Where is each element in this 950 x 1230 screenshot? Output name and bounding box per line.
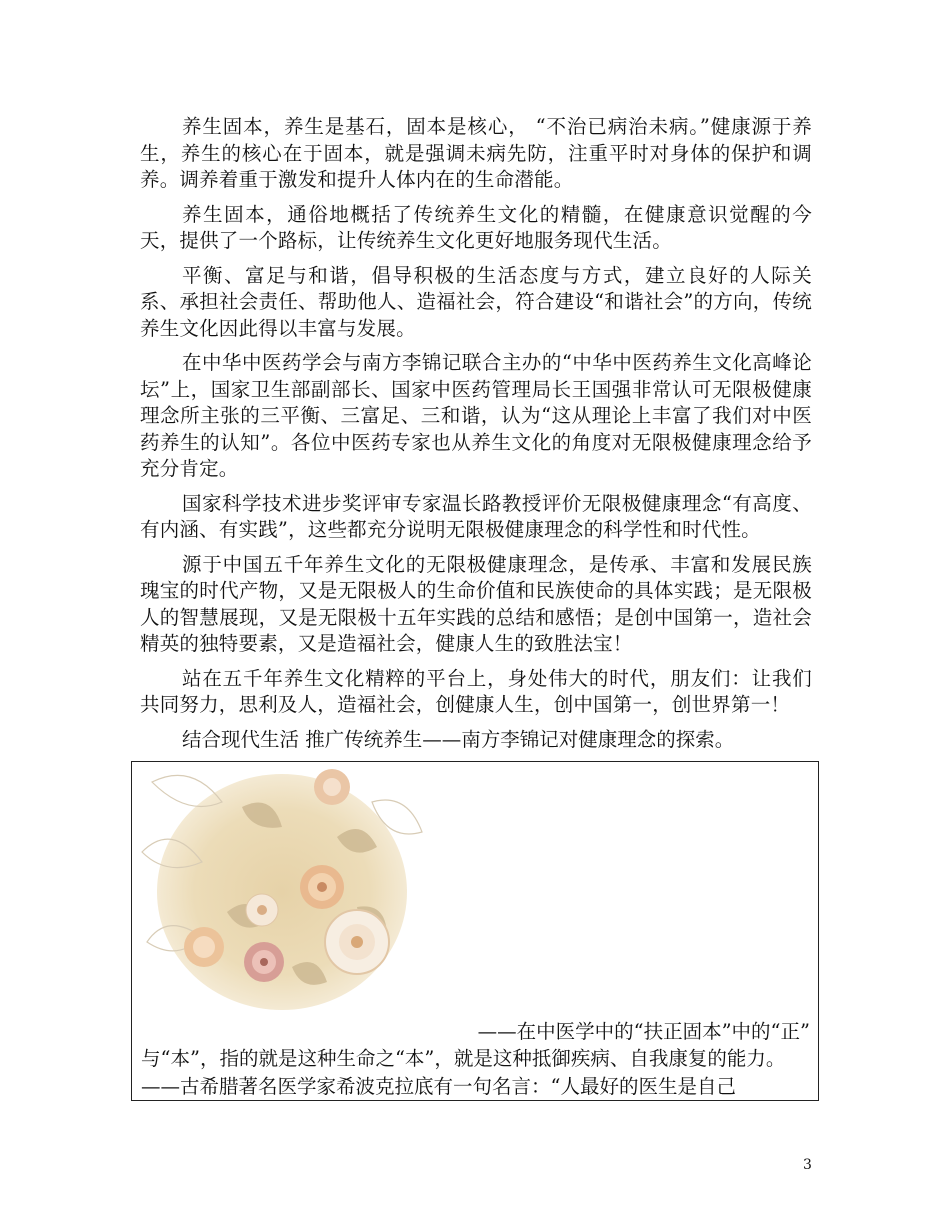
background-circle	[157, 774, 407, 1010]
box-quote-line: ——在中医学中的“扶正固本”中的“正”	[477, 1020, 810, 1043]
box-quote-line: ——古希腊著名医学家希波克拉底有一句名言：“人最好的医生是自己	[141, 1075, 736, 1098]
article-body	[140, 114, 812, 753]
paragraph: 在中华中医药学会与南方李锦记联合主办的“中华中医药养生文化高峰论坛”上，国家卫生部副部长、国家中医药管理局长王国强非常认可无限极健康理念所主张的三平衡、三富足、三和谐，认为“这从理论上丰富了我们对中医药养生的认知”。各位中医药专家也从养生文化的角度对无限极健康理念给予充分肯定。	[140, 351, 812, 480]
paragraph: 国家科学技术进步奖评审专家温长路教授评价无限极健康理念“有高度、有内涵、有实践”，这些都充分说明无限极健康理念的科学性和时代性。	[140, 491, 812, 541]
paragraph: 养生固本，通俗地概括了传统养生文化的精髓，在健康意识觉醒的今天，提供了一个路标，让传统养生文化更好地服务现代生活。	[140, 202, 812, 252]
paragraph: 站在五千年养生文化精粹的平台上，身处伟大的时代，朋友们：让我们共同努力，思利及人，造福社会，创健康人生，创中国第一，创世界第一！	[140, 666, 812, 716]
paragraph: 平衡、富足与和谐，倡导积极的生活态度与方式，建立良好的人际关系、承担社会责任、帮助他人、造福社会，符合建设“和谐社会”的方向，传统养生文化因此得以丰富与发展。	[140, 263, 812, 340]
flower-small	[184, 927, 224, 967]
flower-pink	[244, 942, 284, 982]
page-number: 3	[803, 1157, 812, 1173]
flower-peach	[300, 865, 344, 909]
caption: 结合现代生活 推广传统养生——南方李锦记对健康理念的探索。	[182, 727, 735, 751]
paragraph: 养生固本，养生是基石，固本是核心， “不治已病治未病。”健康源于养生，养生的核心在于固本，就是强调未病先防，注重平时对身体的保护和调养。调养着重于激发和提升人体内在的生命潜能。	[140, 115, 812, 191]
flower-cream	[246, 894, 278, 926]
flower-top	[314, 769, 350, 805]
flower-white	[325, 910, 389, 974]
box-quote-line: 与“本”，指的就是这种生命之“本”，就是这种抵御疾病、自我康复的能力。	[141, 1047, 786, 1070]
paragraph: 源于中国五千年养生文化的无限极健康理念，是传承、丰富和发展民族瑰宝的时代产物，又是无限极人的生命价值和民族使命的具体实践；是无限极人的智慧展现，又是无限极十五年实践的总结和感悟；是创中国第一，造社会精英的独特要素，又是造福社会，健康人生的致胜法宝！	[140, 552, 812, 655]
